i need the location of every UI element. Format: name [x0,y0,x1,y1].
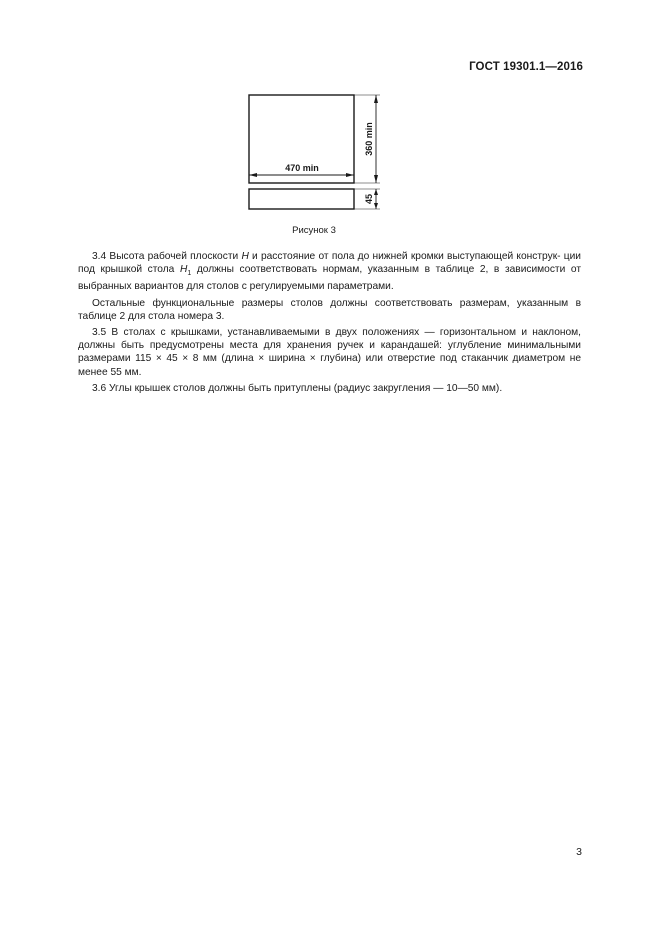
document-header: ГОСТ 19301.1—2016 [469,61,583,73]
width-dimension-label: 470 min [285,163,319,173]
paragraph-3-4 [78,250,581,294]
document-body [78,250,581,398]
figure-drawing [0,0,661,235]
paragraph-3-5: 3.5 В столах с крышками, устанавливаемыми в двух положениях — горизонтальном и наклоном, должны быть предусмотрены места для хранения ручек и карандашей: углубление минимальными размерами 115 × 45 × 8 мм (длина × ширина × глубина) или отверстие под стаканчик диаметром не менее 55 мм. [78,327,581,378]
paragraph-text: должны соответствовать нормам, указанным в таблице 2, в зависимости от выбранных вариантов для столов с регулируемыми параметрами. [78,264,581,293]
symbol-h1: H [179,264,188,276]
paragraph-other-dimensions: Остальные функциональные размеры столов должны соответствовать размерам, указанным в таблице 2 для стола номера 3. [78,297,581,322]
thickness-dimension-label: 45 [364,193,374,205]
subscript-1: 1 [187,270,192,278]
paragraph-text: и расстояние от пола до нижней кромки выступающей конструк- ции под крышкой стола [78,251,582,276]
height-dimension-label: 360 min [364,122,374,156]
tabletop-section-rectangle [249,189,354,209]
page-number: 3 [576,846,582,858]
symbol-h: H [241,251,249,262]
paragraph-text: 3.4 Высота рабочей плоскости [92,251,242,262]
figure-caption: Рисунок 3 [292,225,336,236]
paragraph-3-6: 3.6 Углы крышек столов должны быть притуплены (радиус закругления — 10—50 мм). [92,382,503,394]
